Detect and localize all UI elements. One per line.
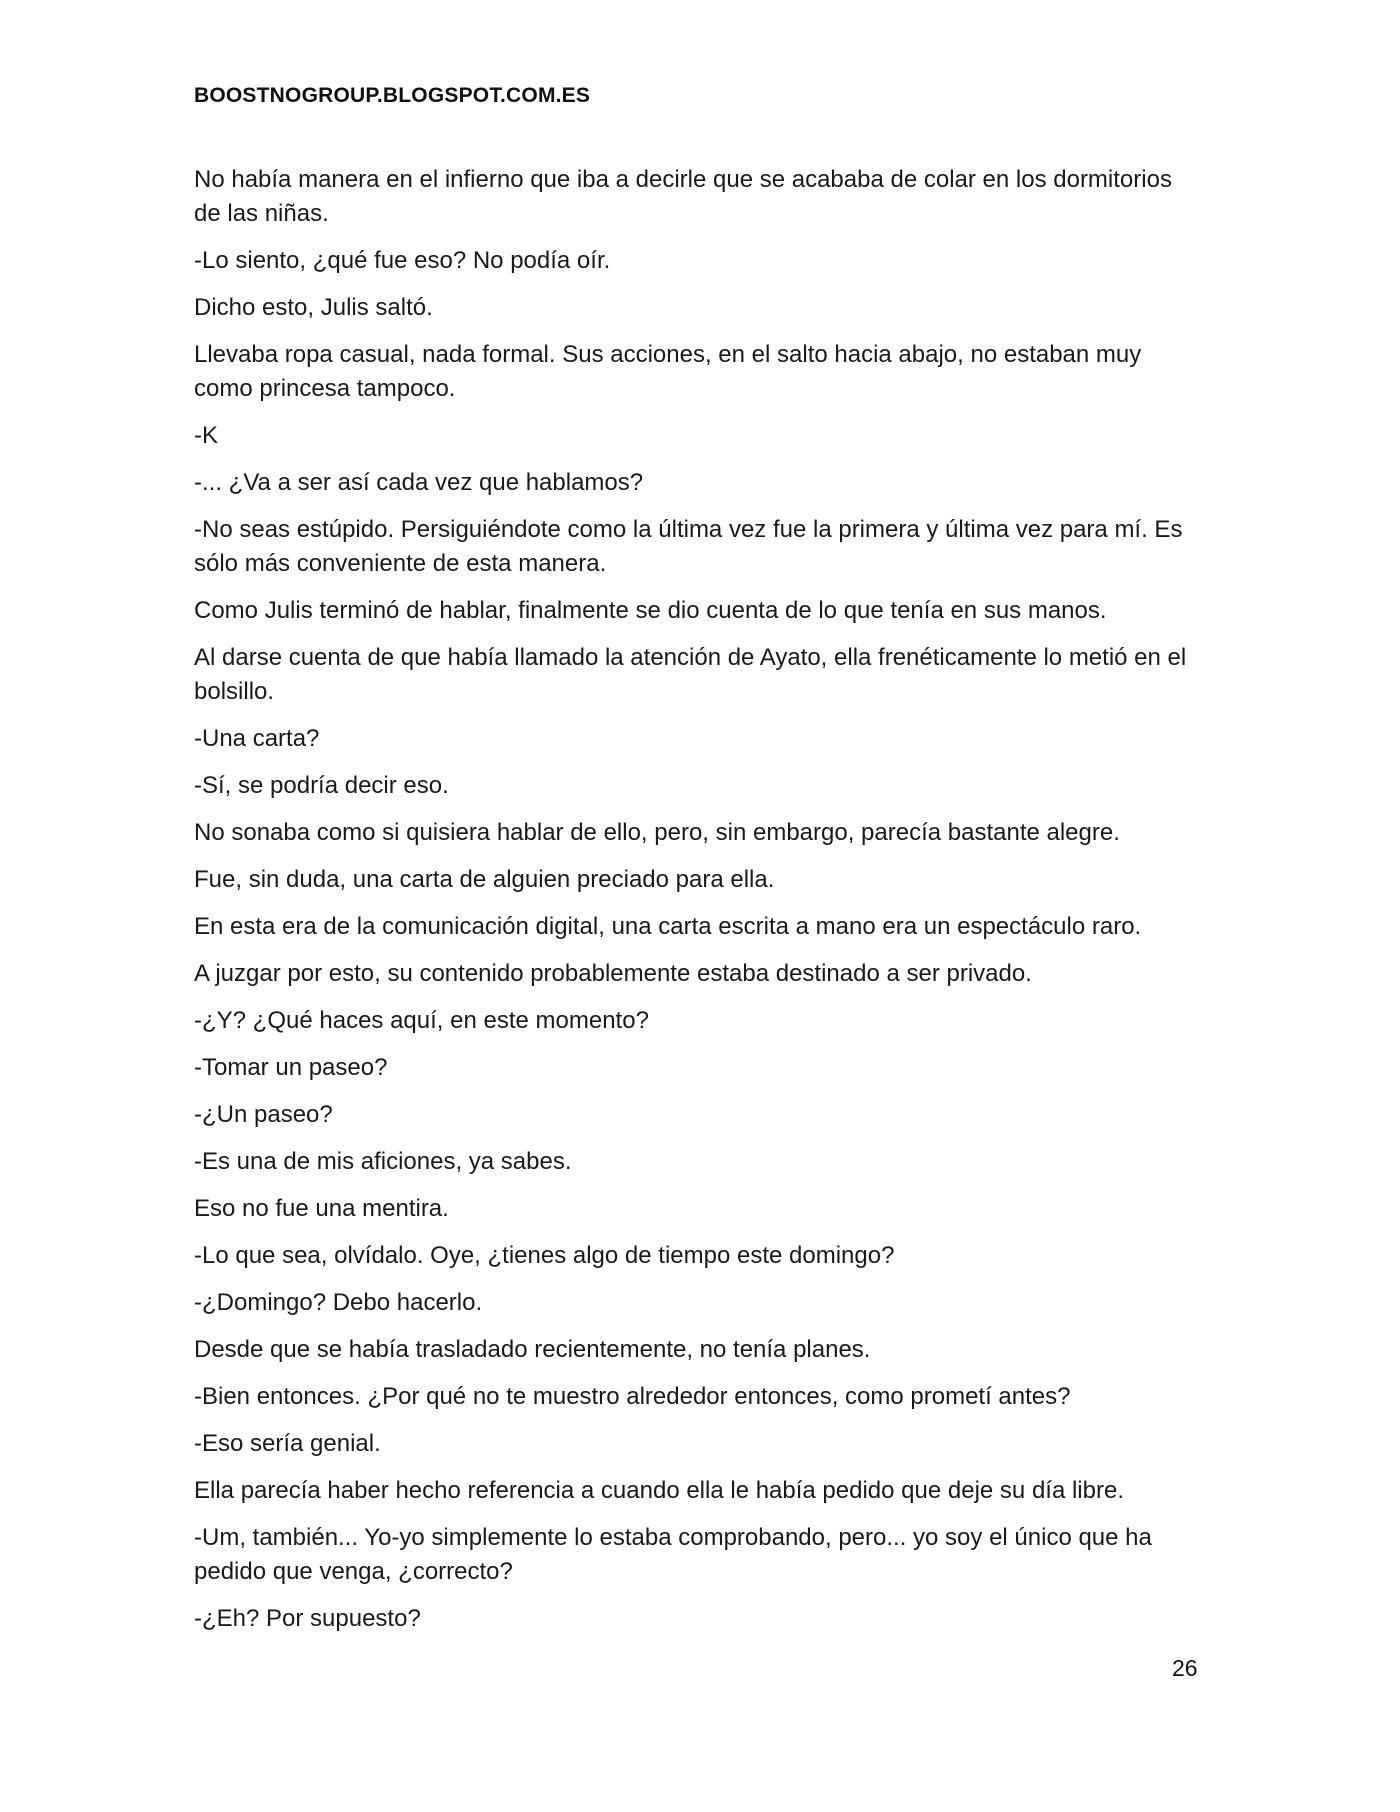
paragraph: Dicho esto, Julis saltó.: [194, 294, 433, 321]
paragraph: Fue, sin duda, una carta de alguien preciado para ella.: [194, 866, 775, 893]
paragraph: -Es una de mis aficiones, ya sabes.: [194, 1148, 572, 1175]
paragraph: -¿Un paseo?: [194, 1101, 333, 1128]
paragraph: Llevaba ropa casual, nada formal. Sus acciones, en el salto hacia abajo, no estaban muy como princesa tampoco.: [194, 341, 1142, 402]
paragraph: -Tomar un paseo?: [194, 1054, 388, 1081]
paragraph: Eso no fue una mentira.: [194, 1195, 449, 1222]
paragraph: -Um, también... Yo-yo simplemente lo estaba comprobando, pero... yo soy el único que ha pedido que venga, ¿correcto?: [194, 1524, 1152, 1585]
paragraph: -... ¿Va a ser así cada vez que hablamos?: [194, 469, 644, 496]
paragraph: Ella parecía haber hecho referencia a cuando ella le había pedido que deje su día libre.: [194, 1477, 1124, 1504]
paragraph: -Eso sería genial.: [194, 1430, 381, 1457]
paragraph: No sonaba como si quisiera hablar de ello, pero, sin embargo, parecía bastante alegre.: [194, 819, 1120, 846]
paragraph: -K: [194, 422, 218, 449]
paragraph: Al darse cuenta de que había llamado la atención de Ayato, ella frenéticamente lo metió en el bolsillo.: [194, 644, 1187, 705]
paragraph: No había manera en el infierno que iba a decirle que se acababa de colar en los dormitorios de las niñas.: [194, 166, 1172, 227]
paragraph: Desde que se había trasladado recientemente, no tenía planes.: [194, 1336, 871, 1363]
page-number: 26: [1172, 1655, 1198, 1681]
paragraph: -Sí, se podría decir eso.: [194, 772, 449, 799]
body-text: [194, 163, 1194, 1649]
paragraph: En esta era de la comunicación digital, una carta escrita a mano era un espectáculo raro.: [194, 913, 1142, 940]
paragraph: -¿Domingo? Debo hacerlo.: [194, 1289, 483, 1316]
paragraph: -Lo que sea, olvídalo. Oye, ¿tienes algo de tiempo este domingo?: [194, 1242, 895, 1269]
paragraph: -Lo siento, ¿qué fue eso? No podía oír.: [194, 247, 611, 274]
paragraph: -Una carta?: [194, 725, 320, 752]
paragraph: -¿Eh? Por supuesto?: [194, 1605, 421, 1632]
paragraph: A juzgar por esto, su contenido probablemente estaba destinado a ser privado.: [194, 960, 1032, 987]
paragraph: -¿Y? ¿Qué haces aquí, en este momento?: [194, 1007, 649, 1034]
paragraph: Como Julis terminó de hablar, finalmente se dio cuenta de lo que tenía en sus manos.: [194, 597, 1107, 624]
paragraph: -Bien entonces. ¿Por qué no te muestro alrededor entonces, como prometí antes?: [194, 1383, 1071, 1410]
paragraph: -No seas estúpido. Persiguiéndote como la última vez fue la primera y última vez para mí. Es sólo más conveniente de esta manera.: [194, 516, 1183, 577]
page-header: BOOSTNOGROUP.BLOGSPOT.COM.ES: [194, 84, 591, 107]
